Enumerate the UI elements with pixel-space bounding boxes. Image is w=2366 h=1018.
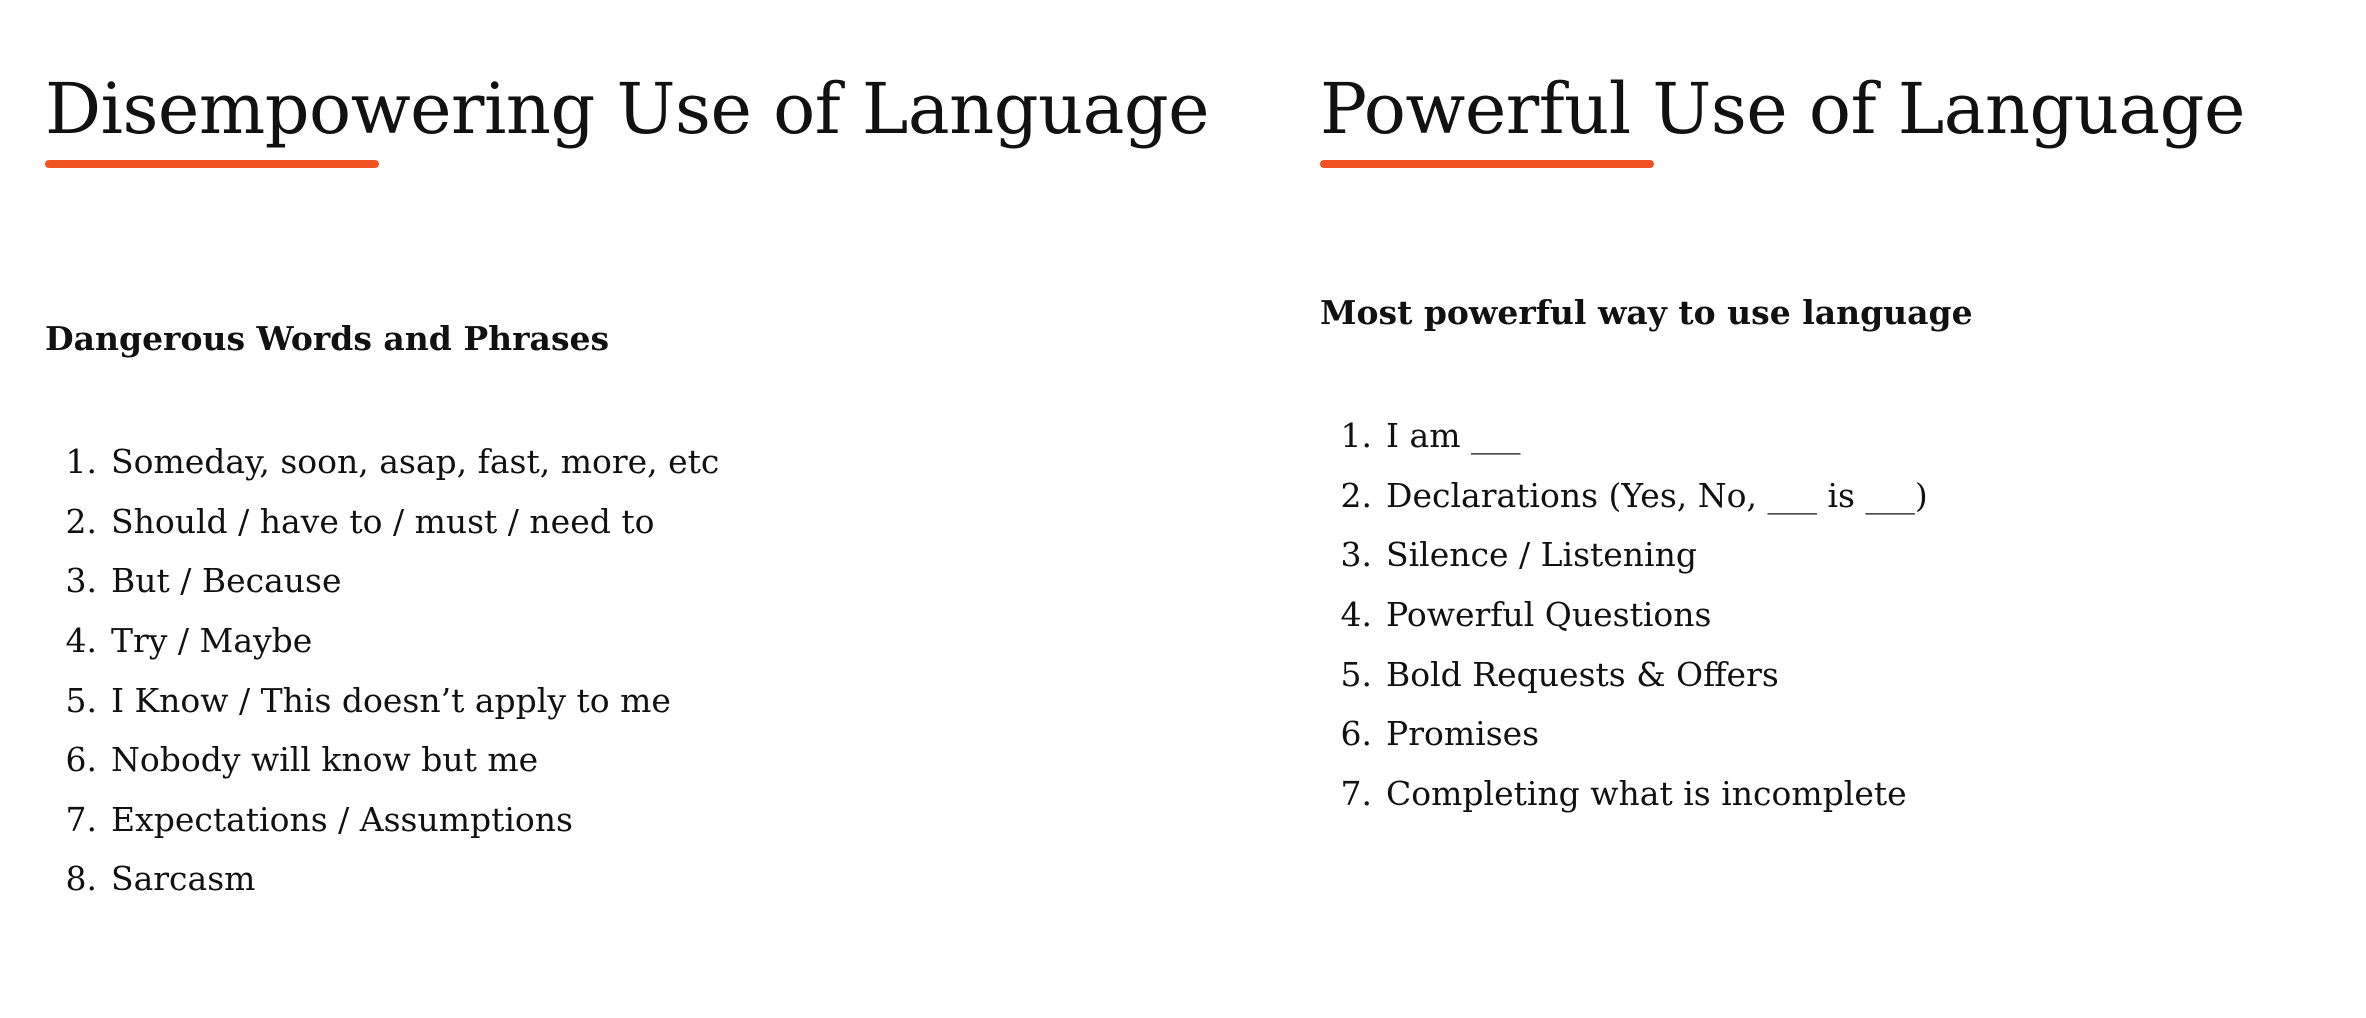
list-item-number: 5 .: [45, 681, 97, 720]
powerful-title: Powerful Use of Language: [1320, 68, 2245, 150]
list-item-number: 7 .: [45, 800, 97, 839]
list-item: [45, 730, 719, 790]
list-item-text: Declarations (Yes, No, ___ is ___): [1386, 475, 1928, 515]
list-item-text: Sarcasm: [111, 859, 256, 899]
list-item-text: Completing what is incomplete: [1386, 773, 1907, 813]
powerful-ways-list: [1320, 406, 1928, 823]
list-item: [45, 432, 719, 492]
list-item: [1320, 525, 1928, 585]
list-item-number: 4 .: [45, 621, 97, 660]
dangerous-words-heading: Dangerous Words and Phrases: [45, 319, 610, 358]
list-item: [1320, 704, 1928, 764]
list-item: [1320, 644, 1928, 704]
title-accent-underline: [1320, 160, 1654, 168]
list-item-number: 5 .: [1320, 655, 1372, 694]
list-item-number: 1 .: [45, 442, 97, 481]
list-item: [45, 551, 719, 611]
list-item: [45, 790, 719, 850]
list-item: [1320, 406, 1928, 466]
list-item-number: 2 .: [45, 502, 97, 541]
list-item-text: I am ___: [1386, 416, 1521, 456]
list-item-text: Should / have to / must / need to: [111, 501, 655, 541]
list-item-number: 7 .: [1320, 774, 1372, 813]
list-item: [45, 492, 719, 552]
list-item-number: 8 .: [45, 859, 97, 898]
powerful-ways-heading: Most powerful way to use language: [1320, 293, 1973, 332]
list-item: [1320, 764, 1928, 824]
list-item-number: 1 .: [1320, 416, 1372, 455]
list-item-text: Try / Maybe: [111, 621, 313, 661]
list-item: [1320, 585, 1928, 645]
list-item-text: I Know / This doesn’t apply to me: [111, 680, 671, 720]
list-item-text: Nobody will know but me: [111, 740, 539, 780]
list-item: [45, 670, 719, 730]
list-item-number: 2 .: [1320, 476, 1372, 515]
list-item: [1320, 466, 1928, 526]
disempowering-title: Disempowering Use of Language: [45, 68, 1210, 150]
list-item-text: Silence / Listening: [1386, 535, 1697, 575]
list-item-number: 4 .: [1320, 595, 1372, 634]
list-item-number: 6 .: [1320, 714, 1372, 753]
list-item-text: Powerful Questions: [1386, 595, 1712, 635]
list-item-number: 3 .: [1320, 535, 1372, 574]
title-accent-underline: [45, 160, 379, 168]
list-item-number: 3 .: [45, 561, 97, 600]
list-item-text: But / Because: [111, 561, 342, 601]
dangerous-words-list: [45, 432, 719, 909]
list-item: [45, 849, 719, 909]
list-item: [45, 611, 719, 671]
list-item-text: Promises: [1386, 714, 1540, 754]
list-item-text: Bold Requests & Offers: [1386, 654, 1779, 694]
list-item-number: 6 .: [45, 740, 97, 779]
list-item-text: Expectations / Assumptions: [111, 799, 573, 839]
list-item-text: Someday, soon, asap, fast, more, etc: [111, 442, 720, 482]
